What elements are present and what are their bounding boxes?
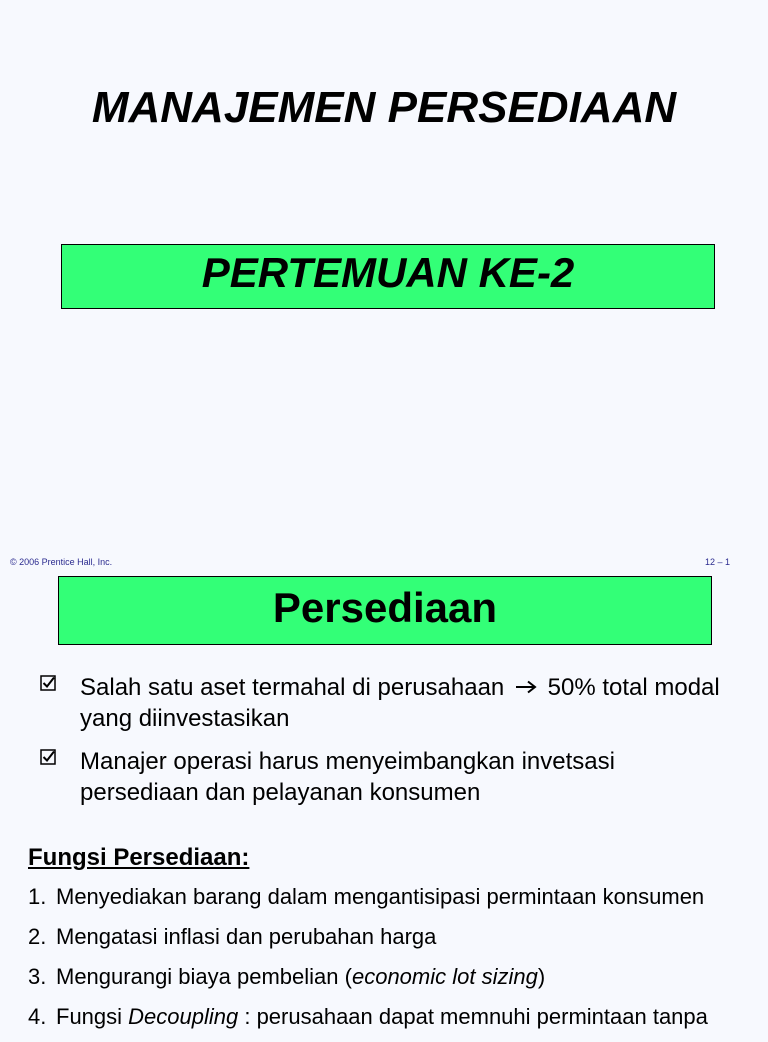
- bullet-text: Salah satu aset termahal di perusahaan 50% total modal yang diinvestasikan: [80, 674, 720, 732]
- list-text-italic: economic lot sizing: [351, 964, 538, 989]
- list-text-italic: Decoupling: [128, 1004, 239, 1029]
- meeting-banner-label: PERTEMUAN KE-2: [201, 249, 575, 296]
- checkbox-checked-icon: [40, 675, 56, 691]
- list-number: 3.: [28, 964, 47, 989]
- slide-number: 12 – 1: [704, 557, 730, 567]
- function-list: [28, 882, 758, 1042]
- meeting-banner: [61, 244, 715, 309]
- section-heading: Fungsi Persediaan:: [28, 844, 250, 871]
- copyright-footer: © 2006 Prentice Hall, Inc.: [10, 557, 113, 567]
- slide-title: MANAJEMEN PERSEDIAAN: [91, 83, 677, 132]
- checkbox-checked-icon: [40, 749, 56, 765]
- bullet-item: [40, 672, 730, 734]
- list-text: : perusahaan dapat memnuhi permintaan tanpa: [238, 1004, 708, 1029]
- list-text: Fungsi: [56, 1004, 129, 1029]
- list-item: [28, 962, 758, 1002]
- list-text: Mengatasi inflasi dan perubahan harga: [56, 924, 437, 949]
- list-item: [28, 1002, 758, 1042]
- list-item: [28, 922, 758, 962]
- list-number: 1.: [28, 884, 47, 909]
- list-number: 2.: [28, 924, 47, 949]
- list-text: ): [537, 964, 546, 989]
- list-text: Mengurangi biaya pembelian (: [56, 964, 352, 989]
- bullet-item: [40, 746, 730, 808]
- arrow-right-icon: [515, 680, 537, 694]
- section-banner: [58, 576, 712, 645]
- list-number: 4.: [28, 1004, 47, 1029]
- section-banner-label: Persediaan: [272, 584, 498, 631]
- bullet-text: Manajer operasi harus menyeimbangkan invetsasi persediaan dan pelayanan konsumen: [80, 748, 615, 806]
- bullet-list: [40, 672, 730, 820]
- list-text: Menyediakan barang dalam mengantisipasi permintaan konsumen: [56, 884, 705, 909]
- list-item: [28, 882, 758, 922]
